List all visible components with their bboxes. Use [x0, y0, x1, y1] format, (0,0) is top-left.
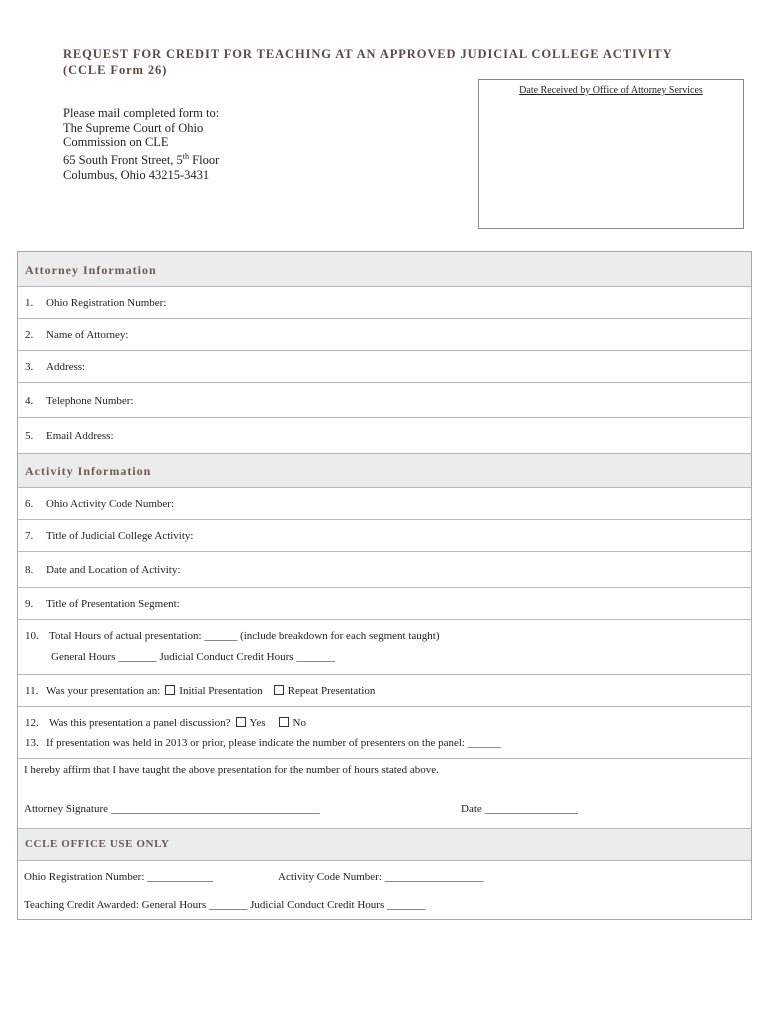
initial-presentation-checkbox[interactable]: [165, 685, 175, 695]
repeat-presentation-label: Repeat Presentation: [287, 685, 376, 697]
office-activity-code-field[interactable]: Activity Code Number: __________________: [278, 871, 484, 883]
attorney-signature-field[interactable]: Attorney Signature ______________________________________: [24, 803, 320, 815]
field-number: 5.: [25, 430, 34, 442]
teaching-credit-awarded-field[interactable]: Teaching Credit Awarded: General Hours _______ Judicial Conduct Credit Hours _______: [24, 899, 426, 911]
field-number: 2.: [25, 329, 34, 341]
panel-yes-label: Yes: [249, 717, 266, 729]
field-label: Name of Attorney:: [46, 329, 129, 341]
field-label: Title of Presentation Segment:: [46, 598, 180, 610]
form-title-line1: REQUEST FOR CREDIT FOR TEACHING AT AN APPROVED JUDICIAL COLLEGE ACTIVITY: [63, 47, 673, 61]
field-label: Ohio Registration Number:: [46, 297, 167, 309]
field-row-panel: [18, 707, 751, 759]
field-number: 8.: [25, 564, 34, 576]
attorney-section-title: Attorney Information: [25, 263, 157, 277]
presentation-type-label: Was your presentation an:: [46, 685, 161, 697]
field-row-segment-title[interactable]: [18, 588, 751, 620]
field-label: Ohio Activity Code Number:: [46, 498, 175, 510]
presenters-count-label: If presentation was held in 2013 or prior, please indicate the number of presenters on the panel: ______: [46, 737, 501, 749]
mailing-line3-post: Floor: [189, 152, 220, 167]
mailing-line3-pre: 65 South Front Street, 5: [63, 152, 183, 167]
field-label: Email Address:: [46, 430, 114, 442]
mailing-line1: The Supreme Court of Ohio: [63, 120, 204, 135]
office-registration-field[interactable]: Ohio Registration Number: ____________: [24, 871, 214, 883]
field-label: Title of Judicial College Activity:: [46, 530, 194, 542]
total-hours-label: Total Hours of actual presentation: ______ (include breakdown for each segment taught): [49, 630, 440, 642]
panel-discussion-group: [49, 717, 306, 729]
initial-presentation-label: Initial Presentation: [179, 685, 263, 697]
field-row-address[interactable]: [18, 351, 751, 383]
panel-yes-checkbox[interactable]: [236, 717, 246, 727]
attorney-section-header: [18, 252, 751, 287]
activity-section-header: [18, 454, 751, 488]
office-use-fields: [18, 861, 751, 919]
field-row-attorney-name[interactable]: [18, 319, 751, 351]
field-number: 3.: [25, 361, 34, 373]
hours-breakdown-label: General Hours _______ Judicial Conduct Credit Hours _______: [51, 651, 335, 663]
date-received-box: [478, 79, 744, 229]
field-label: Date and Location of Activity:: [46, 564, 181, 576]
mailing-line4: Columbus, Ohio 43215-3431: [63, 167, 210, 182]
mailing-line2: Commission on CLE: [63, 135, 169, 150]
field-number: 1.: [25, 297, 34, 309]
field-row-date-location[interactable]: [18, 552, 751, 588]
field-number: 6.: [25, 498, 34, 510]
mailing-intro: Please mail completed form to:: [63, 106, 220, 120]
activity-section-title: Activity Information: [25, 464, 152, 478]
field-row-email[interactable]: [18, 418, 751, 454]
mailing-address: [63, 106, 219, 182]
field-row-registration[interactable]: [18, 287, 751, 319]
field-number: 10.: [25, 630, 39, 642]
field-number: 11.: [25, 685, 39, 697]
form-title: [63, 46, 673, 78]
field-number: 12.: [25, 717, 39, 729]
mailing-line3-sup: th: [182, 151, 190, 161]
field-row-activity-code[interactable]: [18, 488, 751, 520]
panel-no-checkbox[interactable]: [279, 717, 289, 727]
form-title-line2: (CCLE Form 26): [63, 63, 168, 77]
field-number: 4.: [25, 395, 34, 407]
office-section-title: CCLE OFFICE USE ONLY: [25, 838, 170, 850]
field-number: 7.: [25, 530, 34, 542]
date-received-label: Date Received by Office of Attorney Services: [519, 85, 703, 96]
presentation-type-group: [46, 685, 375, 697]
signature-date-field[interactable]: Date _________________: [461, 803, 579, 815]
field-row-activity-title[interactable]: [18, 520, 751, 552]
field-row-total-hours[interactable]: [18, 620, 751, 675]
field-row-presentation-type: [18, 675, 751, 707]
panel-discussion-label: Was this presentation a panel discussion?: [49, 717, 231, 729]
panel-no-label: No: [292, 717, 306, 729]
repeat-presentation-checkbox[interactable]: [274, 685, 284, 695]
office-section-header: [18, 829, 751, 861]
field-number: 13.: [25, 737, 39, 749]
field-label: Telephone Number:: [46, 395, 134, 407]
field-row-telephone[interactable]: [18, 383, 751, 418]
affirmation-text: I hereby affirm that I have taught the above presentation for the number of hours stated above.: [24, 764, 439, 776]
field-number: 9.: [25, 598, 34, 610]
mailing-line3: [63, 150, 219, 168]
request-form: [17, 251, 752, 920]
affirmation-row: [18, 759, 751, 829]
field-label: Address:: [46, 361, 86, 373]
